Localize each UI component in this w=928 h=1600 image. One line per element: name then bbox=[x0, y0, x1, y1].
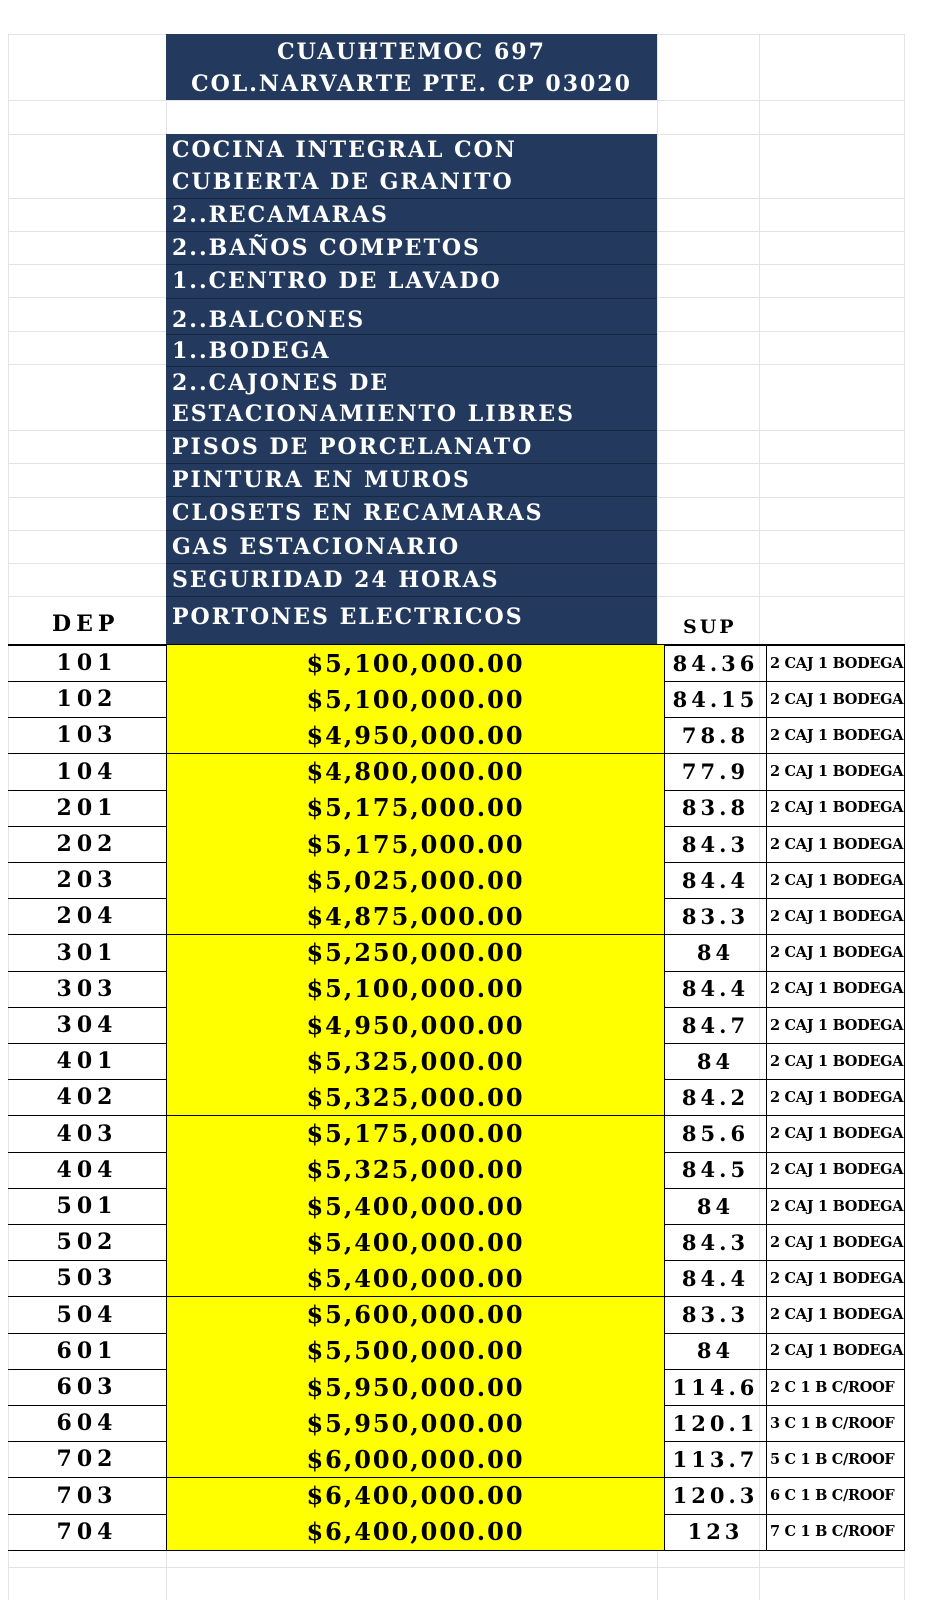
table-row bbox=[8, 681, 905, 718]
table-row bbox=[8, 1260, 905, 1297]
sup-cell: 84 bbox=[665, 1333, 767, 1370]
price-cell: $6,000,000.00 bbox=[166, 1441, 665, 1478]
table-row bbox=[8, 1369, 905, 1406]
note-cell: 2 CAJ 1 BODEGA bbox=[767, 1043, 905, 1080]
dep-cell: 703 bbox=[8, 1478, 166, 1515]
price-cell: $5,325,000.00 bbox=[166, 1079, 665, 1116]
table-row bbox=[8, 1478, 905, 1515]
feature-item: ESTACIONAMIENTO LIBRES bbox=[166, 398, 657, 431]
dep-cell: 704 bbox=[8, 1514, 166, 1551]
note-cell: 2 CAJ 1 BODEGA bbox=[767, 898, 905, 935]
feature-item: SEGURIDAD 24 HORAS bbox=[166, 564, 657, 597]
dep-cell: 102 bbox=[8, 681, 166, 718]
dep-cell: 504 bbox=[8, 1297, 166, 1334]
table-row bbox=[8, 1079, 905, 1116]
note-cell: 2 CAJ 1 BODEGA bbox=[767, 681, 905, 718]
sup-cell: 84.4 bbox=[665, 971, 767, 1008]
feature-item: PINTURA EN MUROS bbox=[166, 464, 657, 497]
note-cell: 2 CAJ 1 BODEGA bbox=[767, 1260, 905, 1297]
price-cell: $5,400,000.00 bbox=[166, 1224, 665, 1261]
note-cell: 2 CAJ 1 BODEGA bbox=[767, 754, 905, 791]
dep-cell: 103 bbox=[8, 717, 166, 754]
table-row bbox=[8, 1514, 905, 1551]
sup-cell: 84.36 bbox=[665, 645, 767, 682]
feature-item: CLOSETS EN RECAMARAS bbox=[166, 497, 657, 531]
sup-cell: 83.3 bbox=[665, 1297, 767, 1334]
price-cell: $5,325,000.00 bbox=[166, 1043, 665, 1080]
feature-item: 2..BALCONES bbox=[166, 299, 657, 335]
table-row bbox=[8, 1152, 905, 1189]
note-cell: 2 CAJ 1 BODEGA bbox=[767, 1333, 905, 1370]
sup-cell: 120.3 bbox=[665, 1478, 767, 1515]
note-cell: 2 CAJ 1 BODEGA bbox=[767, 1116, 905, 1153]
price-cell: $5,175,000.00 bbox=[166, 1116, 665, 1153]
price-cell: $5,175,000.00 bbox=[166, 790, 665, 827]
note-cell: 2 CAJ 1 BODEGA bbox=[767, 1152, 905, 1189]
features-block bbox=[166, 134, 657, 646]
price-cell: $5,950,000.00 bbox=[166, 1405, 665, 1442]
note-cell: 6 C 1 B C/ROOF bbox=[767, 1478, 905, 1515]
grid-row-line bbox=[8, 100, 905, 101]
sup-cell: 113.7 bbox=[665, 1441, 767, 1478]
table-row bbox=[8, 1333, 905, 1370]
sup-cell: 84.2 bbox=[665, 1079, 767, 1116]
table-row bbox=[8, 1441, 905, 1478]
sup-cell: 84 bbox=[665, 1188, 767, 1225]
table-row bbox=[8, 754, 905, 791]
address-line-2: COL.NARVARTE PTE. CP 03020 bbox=[191, 71, 632, 97]
table-row bbox=[8, 1188, 905, 1225]
note-cell: 2 CAJ 1 BODEGA bbox=[767, 1007, 905, 1044]
dep-cell: 503 bbox=[8, 1260, 166, 1297]
price-cell: $5,950,000.00 bbox=[166, 1369, 665, 1406]
table-row bbox=[8, 790, 905, 827]
sup-column-header: SUP bbox=[683, 616, 737, 638]
note-cell: 3 C 1 B C/ROOF bbox=[767, 1405, 905, 1442]
price-cell: $5,325,000.00 bbox=[166, 1152, 665, 1189]
dep-cell: 604 bbox=[8, 1405, 166, 1442]
note-cell: 2 CAJ 1 BODEGA bbox=[767, 1297, 905, 1334]
sup-cell: 83.3 bbox=[665, 898, 767, 935]
sup-cell: 84.4 bbox=[665, 1260, 767, 1297]
note-cell: 2 CAJ 1 BODEGA bbox=[767, 971, 905, 1008]
sup-cell: 84 bbox=[665, 1043, 767, 1080]
dep-cell: 204 bbox=[8, 898, 166, 935]
table-row bbox=[8, 971, 905, 1008]
price-cell: $4,950,000.00 bbox=[166, 1007, 665, 1044]
price-cell: $5,175,000.00 bbox=[166, 826, 665, 863]
grid-row-line bbox=[8, 1567, 905, 1568]
note-cell: 2 CAJ 1 BODEGA bbox=[767, 790, 905, 827]
note-cell: 2 CAJ 1 BODEGA bbox=[767, 935, 905, 972]
sup-cell: 84.15 bbox=[665, 681, 767, 718]
dep-cell: 203 bbox=[8, 862, 166, 899]
dep-cell: 401 bbox=[8, 1043, 166, 1080]
price-cell: $5,025,000.00 bbox=[166, 862, 665, 899]
feature-item: GAS ESTACIONARIO bbox=[166, 531, 657, 564]
dep-cell: 502 bbox=[8, 1224, 166, 1261]
sup-cell: 84 bbox=[665, 935, 767, 972]
table-row bbox=[8, 862, 905, 899]
price-cell: $4,875,000.00 bbox=[166, 898, 665, 935]
table-row bbox=[8, 1297, 905, 1334]
table-row bbox=[8, 1224, 905, 1261]
feature-item: COCINA INTEGRAL CON bbox=[172, 137, 517, 163]
sup-cell: 83.8 bbox=[665, 790, 767, 827]
price-cell: $5,600,000.00 bbox=[166, 1297, 665, 1334]
dep-cell: 201 bbox=[8, 790, 166, 827]
feature-item: 2..BAÑOS COMPETOS bbox=[166, 232, 657, 265]
price-cell: $4,950,000.00 bbox=[166, 717, 665, 754]
feature-item: PORTONES ELECTRICOS bbox=[172, 604, 524, 630]
price-cell: $5,100,000.00 bbox=[166, 971, 665, 1008]
sup-cell: 84.5 bbox=[665, 1152, 767, 1189]
table-row bbox=[8, 1043, 905, 1080]
note-cell: 2 CAJ 1 BODEGA bbox=[767, 1224, 905, 1261]
feature-item: 1..CENTRO DE LAVADO bbox=[166, 265, 657, 299]
address-line-1: CUAUHTEMOC 697 bbox=[277, 39, 546, 65]
table-row bbox=[8, 1405, 905, 1442]
note-cell: 2 CAJ 1 BODEGA bbox=[767, 862, 905, 899]
feature-item: 2..RECAMARAS bbox=[166, 199, 657, 232]
table-row bbox=[8, 1116, 905, 1153]
sup-cell: 85.6 bbox=[665, 1116, 767, 1153]
address-block bbox=[166, 34, 657, 100]
note-cell: 2 C 1 B C/ROOF bbox=[767, 1369, 905, 1406]
sup-cell: 123 bbox=[665, 1514, 767, 1551]
dep-cell: 101 bbox=[8, 645, 166, 682]
note-cell: 2 CAJ 1 BODEGA bbox=[767, 1188, 905, 1225]
price-cell: $4,800,000.00 bbox=[166, 754, 665, 791]
dep-cell: 202 bbox=[8, 826, 166, 863]
note-cell: 5 C 1 B C/ROOF bbox=[767, 1441, 905, 1478]
price-cell: $5,500,000.00 bbox=[166, 1333, 665, 1370]
sup-cell: 84.4 bbox=[665, 862, 767, 899]
sup-cell: 84.3 bbox=[665, 826, 767, 863]
table-row bbox=[8, 1007, 905, 1044]
sup-cell: 77.9 bbox=[665, 754, 767, 791]
price-cell: $6,400,000.00 bbox=[166, 1478, 665, 1515]
note-cell: 2 CAJ 1 BODEGA bbox=[767, 826, 905, 863]
dep-cell: 501 bbox=[8, 1188, 166, 1225]
price-cell: $5,250,000.00 bbox=[166, 935, 665, 972]
note-cell: 2 CAJ 1 BODEGA bbox=[767, 717, 905, 754]
dep-cell: 104 bbox=[8, 754, 166, 791]
feature-item: PISOS DE PORCELANATO bbox=[166, 431, 657, 464]
note-cell: 2 CAJ 1 BODEGA bbox=[767, 1079, 905, 1116]
dep-cell: 601 bbox=[8, 1333, 166, 1370]
price-cell: $5,100,000.00 bbox=[166, 645, 665, 682]
dep-cell: 702 bbox=[8, 1441, 166, 1478]
table-row bbox=[8, 826, 905, 863]
dep-cell: 301 bbox=[8, 935, 166, 972]
table-row bbox=[8, 935, 905, 972]
feature-item: 2..CAJONES DE bbox=[172, 370, 390, 396]
feature-item: CUBIERTA DE GRANITO bbox=[166, 166, 657, 199]
sup-cell: 114.6 bbox=[665, 1369, 767, 1406]
dep-cell: 603 bbox=[8, 1369, 166, 1406]
dep-cell: 404 bbox=[8, 1152, 166, 1189]
sup-cell: 78.8 bbox=[665, 717, 767, 754]
price-cell: $6,400,000.00 bbox=[166, 1514, 665, 1551]
sup-cell: 120.1 bbox=[665, 1405, 767, 1442]
table-row bbox=[8, 645, 905, 682]
dep-cell: 403 bbox=[8, 1116, 166, 1153]
price-cell: $5,400,000.00 bbox=[166, 1260, 665, 1297]
note-cell: 7 C 1 B C/ROOF bbox=[767, 1514, 905, 1551]
feature-item: 1..BODEGA bbox=[166, 335, 657, 367]
dep-cell: 402 bbox=[8, 1079, 166, 1116]
table-row bbox=[8, 717, 905, 754]
note-cell: 2 CAJ 1 BODEGA bbox=[767, 645, 905, 682]
dep-column-header: DEP bbox=[52, 611, 120, 637]
dep-cell: 303 bbox=[8, 971, 166, 1008]
price-cell: $5,400,000.00 bbox=[166, 1188, 665, 1225]
sup-cell: 84.7 bbox=[665, 1007, 767, 1044]
price-cell: $5,100,000.00 bbox=[166, 681, 665, 718]
table-row bbox=[8, 898, 905, 935]
dep-cell: 304 bbox=[8, 1007, 166, 1044]
sup-cell: 84.3 bbox=[665, 1224, 767, 1261]
